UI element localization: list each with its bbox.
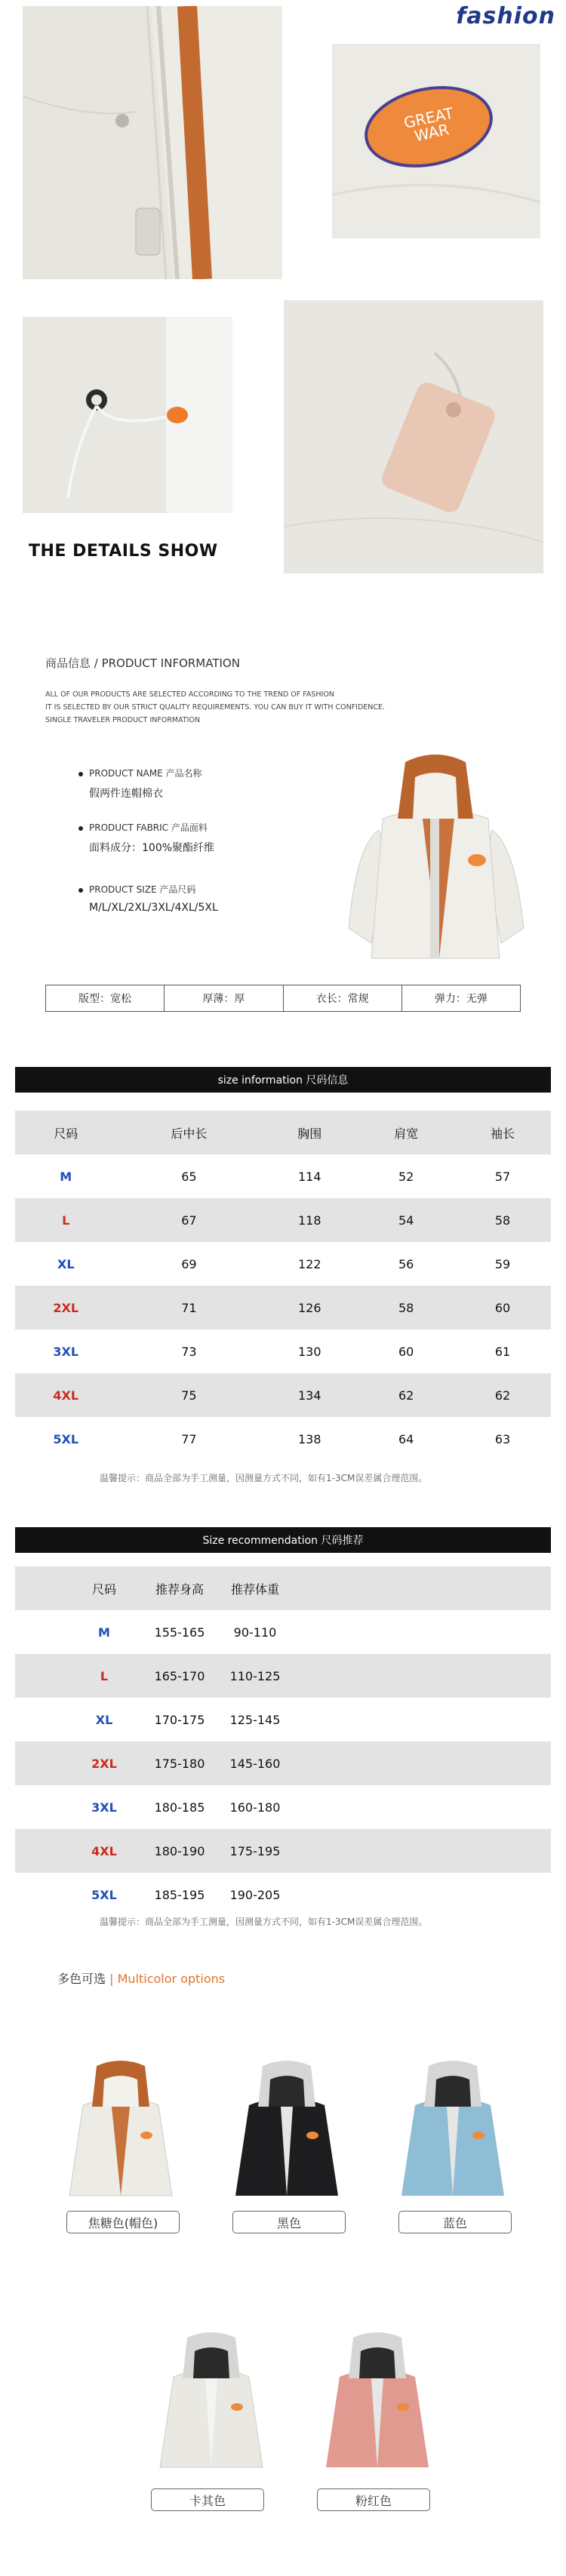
table-cell: 62: [358, 1373, 454, 1417]
column-header: 尺码: [66, 1566, 142, 1610]
color-option-khaki[interactable]: 卡其色: [151, 2488, 264, 2511]
table-header-row: [15, 1566, 551, 1610]
table-row: [15, 1873, 551, 1917]
jacket-caramel-image: [53, 2060, 189, 2199]
size-cell: L: [66, 1654, 142, 1698]
table-row: [15, 1698, 551, 1741]
bullet-icon: [78, 826, 83, 831]
size-info-note: 温馨提示：商品全部为手工测量，因测量方式不同，如有1-3CM误差属合理范围。: [100, 1473, 428, 1483]
size-cell: 2XL: [15, 1286, 117, 1329]
table-cell: 130: [297, 1344, 321, 1359]
table-row: [15, 1829, 551, 1873]
detail-photo-badge: [332, 44, 540, 238]
size-cell: 5XL: [53, 1431, 79, 1446]
description-line: IT IS SELECTED BY OUR STRICT QUALITY REQUIREMENTS. YOU CAN BUY IT WITH CONFIDENCE.: [45, 703, 386, 712]
size-info-header: size information 尺码信息: [15, 1067, 551, 1093]
jacket-khaki-image: [143, 2332, 279, 2471]
spec-bar: [45, 985, 521, 1012]
badge-label: GREAT WAR: [401, 103, 455, 146]
detail-photo-pocket: [284, 300, 543, 573]
spec-fit: 版型：宽松: [46, 985, 165, 1011]
description-line: SINGLE TRAVELER PRODUCT INFORMATION: [45, 716, 201, 724]
table-cell: 170-175: [154, 1712, 205, 1727]
table-row: [15, 1785, 551, 1829]
column-header: 胸围: [261, 1111, 358, 1154]
size-cell: 3XL: [53, 1344, 79, 1359]
table-cell: 125-145: [229, 1712, 281, 1727]
detail-photo-zipper: [23, 6, 282, 279]
multicolor-title-en: | Multicolor options: [109, 1972, 226, 1986]
jacket-pink-image: [309, 2332, 445, 2471]
jacket-black-image: [219, 2060, 355, 2199]
table-cell: 58: [358, 1286, 454, 1329]
spec-thickness: 厚薄：厚: [165, 985, 283, 1011]
table-cell: 77: [181, 1431, 197, 1446]
size-cell: 2XL: [66, 1741, 142, 1785]
product-jacket-image: [326, 747, 545, 973]
description-line: ALL OF OUR PRODUCTS ARE SELECTED ACCORDING TO THE TREND OF FASHION: [45, 690, 334, 699]
size-cell: L: [15, 1198, 117, 1242]
product-fabric-label: PRODUCT FABRIC 产品面料: [89, 822, 208, 833]
color-option-blue[interactable]: 蓝色: [398, 2211, 512, 2233]
table-row: [15, 1373, 551, 1417]
size-cell: XL: [57, 1256, 75, 1271]
table-cell: 118: [261, 1198, 358, 1242]
table-row: [15, 1654, 551, 1698]
table-cell: 160-180: [229, 1800, 281, 1815]
product-size-row: [78, 883, 218, 914]
table-row: [15, 1242, 551, 1286]
product-size-value: M/L/XL/2XL/3XL/4XL/5XL: [89, 902, 218, 914]
table-cell: 126: [261, 1286, 358, 1329]
bullet-icon: [78, 888, 83, 893]
column-header: 推荐身高: [142, 1566, 217, 1610]
table-cell: 138: [297, 1431, 321, 1446]
size-info-table: [15, 1111, 551, 1461]
table-cell: 145-160: [217, 1741, 293, 1785]
table-cell: 134: [261, 1373, 358, 1417]
table-row: [15, 1329, 551, 1373]
table-cell: 114: [297, 1169, 321, 1184]
size-cell: M: [98, 1625, 110, 1640]
spec-length: 衣长：常规: [284, 985, 402, 1011]
color-option-caramel[interactable]: 焦糖色(帽色): [66, 2211, 180, 2233]
table-cell: 75: [117, 1373, 262, 1417]
table-cell: 155-165: [154, 1625, 205, 1640]
table-cell: 63: [494, 1431, 511, 1446]
color-option-black[interactable]: 黑色: [232, 2211, 346, 2233]
bullet-icon: [78, 772, 83, 776]
table-cell: 175-180: [142, 1741, 217, 1785]
table-cell: 54: [358, 1198, 454, 1242]
table-row: [15, 1198, 551, 1242]
table-cell: 67: [117, 1198, 262, 1242]
size-cell: XL: [95, 1712, 113, 1727]
table-cell: 65: [181, 1169, 197, 1184]
table-cell: 110-125: [217, 1654, 293, 1698]
spec-elasticity: 弹力：无弹: [434, 993, 488, 1005]
table-cell: 175-195: [217, 1829, 293, 1873]
size-rec-table: [15, 1566, 551, 1917]
product-size-label: PRODUCT SIZE 产品尺码: [89, 884, 196, 895]
table-cell: 71: [117, 1286, 262, 1329]
table-cell: 69: [181, 1256, 197, 1271]
table-cell: 122: [297, 1256, 321, 1271]
table-cell: 60: [398, 1344, 414, 1359]
detail-photo-drawstring: [23, 317, 232, 513]
size-cell: 3XL: [91, 1800, 117, 1815]
column-header: 后中长: [117, 1111, 262, 1154]
table-cell: 185-195: [154, 1887, 205, 1902]
product-info-description: [45, 688, 385, 727]
product-name-label: PRODUCT NAME 产品名称: [89, 768, 202, 779]
size-cell: M: [60, 1169, 72, 1184]
table-cell: 60: [454, 1286, 551, 1329]
details-title: THE DETAILS SHOW: [29, 542, 218, 561]
table-row: [15, 1417, 551, 1461]
brand-logo: fashion: [456, 3, 555, 29]
size-rec-note: 温馨提示：商品全部为手工测量，因测量方式不同，如有1-3CM误差属合理范围。: [100, 1917, 428, 1927]
product-name-row: [78, 767, 202, 801]
table-cell: 59: [494, 1256, 511, 1271]
table-row: [15, 1154, 551, 1198]
table-cell: 52: [398, 1169, 414, 1184]
table-header-row: [15, 1111, 551, 1154]
table-cell: 73: [181, 1344, 197, 1359]
table-row: [15, 1286, 551, 1329]
product-name-value: 假两件连帽棉衣: [89, 788, 163, 800]
table-cell: 165-170: [142, 1654, 217, 1698]
size-rec-header: Size recommendation 尺码推荐: [15, 1527, 551, 1553]
column-header: 推荐体重: [217, 1566, 293, 1610]
multicolor-title: [57, 1969, 225, 1987]
table-cell: 58: [454, 1198, 551, 1242]
table-cell: 62: [454, 1373, 551, 1417]
table-row: [15, 1741, 551, 1785]
table-cell: 56: [398, 1256, 414, 1271]
product-fabric-value: 面料成分：100%聚酯纤维: [89, 842, 215, 854]
size-cell: 5XL: [91, 1887, 117, 1902]
jacket-blue-image: [385, 2060, 521, 2199]
multicolor-title-cn: 多色可选: [57, 1972, 106, 1986]
size-cell: 4XL: [15, 1373, 117, 1417]
table-cell: 180-185: [154, 1800, 205, 1815]
column-header: 袖长: [454, 1111, 551, 1154]
table-cell: 90-110: [233, 1625, 277, 1640]
product-fabric-row: [78, 821, 214, 855]
size-cell: 4XL: [66, 1829, 142, 1873]
table-cell: 64: [398, 1431, 414, 1446]
product-info-title: 商品信息 / PRODUCT INFORMATION: [45, 656, 240, 670]
column-header: 肩宽: [358, 1111, 454, 1154]
column-header: 尺码: [15, 1111, 117, 1154]
table-cell: 61: [494, 1344, 511, 1359]
table-cell: 190-205: [229, 1887, 281, 1902]
table-row: [15, 1610, 551, 1654]
table-cell: 180-190: [142, 1829, 217, 1873]
table-cell: 57: [494, 1169, 511, 1184]
color-option-pink[interactable]: 粉红色: [317, 2488, 430, 2511]
